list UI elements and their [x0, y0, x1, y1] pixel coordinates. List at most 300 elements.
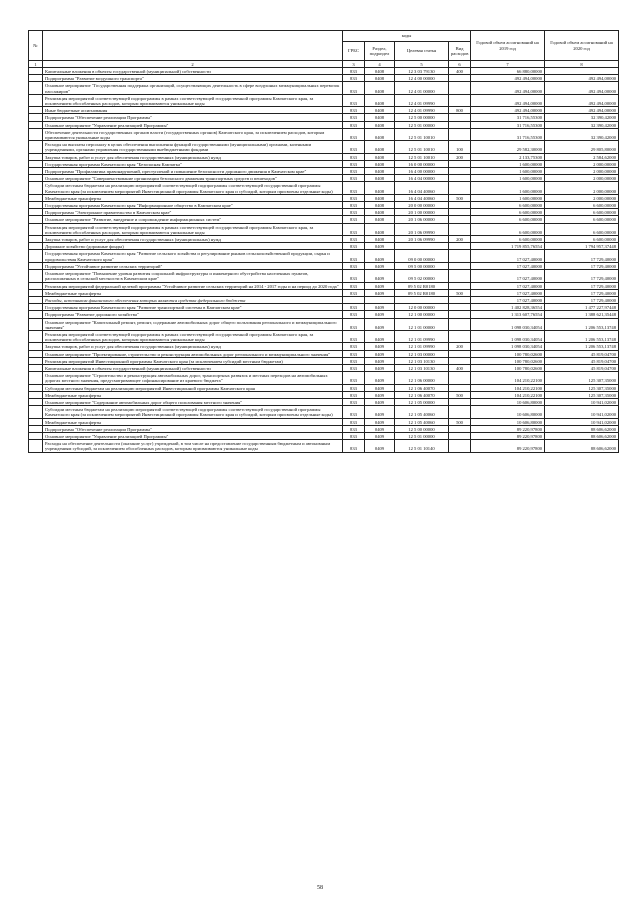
vr-cell: 100 — [449, 141, 471, 153]
row-name-cell: Субсидии местным бюджетам на реализацию мероприятий соответствующей подпрограммы соответствующей государственной программы Камчатского края (за исключением мероприятий Инвестиционной программы Камчатского края и субсидий, которым присвоены отдельные коды) — [43, 182, 343, 194]
amount-2019-cell: 6 600,00000 — [471, 209, 545, 216]
row-number-cell — [29, 398, 43, 405]
table-row — [29, 296, 619, 303]
amount-2019-cell: 17 027,40000 — [471, 282, 545, 289]
row-name-cell: Подпрограмма "Устойчивое развитие сельских территорий" — [43, 262, 343, 269]
razdel-cell: 0408 — [365, 209, 395, 216]
amount-2019-cell: 17 027,40000 — [471, 289, 545, 296]
csr-cell: 12 1 01 09990 — [395, 330, 449, 342]
vr-cell — [449, 406, 471, 418]
row-name-cell: Подпрограмма "Профилактика правонарушений, преступлений и повышение безопасности дорожного движения в Камчатском крае" — [43, 168, 343, 175]
grbs-cell: 833 — [343, 194, 365, 201]
row-name-cell: Реализация мероприятий Инвестиционной программы Камчатского края (за исключением субсидий местным бюджетам) — [43, 357, 343, 364]
vr-cell — [449, 384, 471, 391]
grbs-cell: 833 — [343, 406, 365, 418]
header-vol-2020: Годовой объем ассигнований на 2020 год — [545, 31, 619, 61]
table-row — [29, 406, 619, 418]
razdel-cell: 0408 — [365, 182, 395, 194]
vr-cell — [449, 250, 471, 262]
amount-2020-cell: 17 729,40000 — [545, 289, 619, 296]
row-name-cell: Основное мероприятие "Управление реализацией Программы" — [43, 121, 343, 128]
csr-cell: 12 5 01 00000 — [395, 432, 449, 439]
table-row — [29, 182, 619, 194]
csr-cell: 12 1 05 00000 — [395, 398, 449, 405]
amount-2020-cell: 17 729,40000 — [545, 262, 619, 269]
row-number-cell — [29, 262, 43, 269]
amount-2020-cell — [545, 68, 619, 75]
amount-2019-cell: 100 780,02600 — [471, 357, 545, 364]
csr-cell: 12 1 05 40060 — [395, 406, 449, 418]
grbs-cell: 833 — [343, 440, 365, 452]
vr-cell — [449, 432, 471, 439]
vr-cell: 200 — [449, 343, 471, 350]
grbs-cell: 833 — [343, 391, 365, 398]
vr-cell — [449, 425, 471, 432]
vr-cell — [449, 318, 471, 330]
row-name-cell: Реализация мероприятий федеральной целевой программы "Устойчивое развитие сельских территорий на 2014 - 2017 годы и на период до 2020 года" — [43, 282, 343, 289]
amount-2019-cell: 1 098 030,34054 — [471, 330, 545, 342]
row-name-cell: Закупка товаров, работ и услуг для обеспечения государственных (муниципальных) нужд — [43, 236, 343, 243]
table-row — [29, 194, 619, 201]
grbs-cell: 833 — [343, 175, 365, 182]
row-number-cell — [29, 418, 43, 425]
amount-2019-cell: 89 220,97800 — [471, 425, 545, 432]
amount-2020-cell: 88 606,62000 — [545, 432, 619, 439]
row-number-cell — [29, 160, 43, 167]
grbs-cell: 833 — [343, 343, 365, 350]
row-number-cell — [29, 82, 43, 94]
header-csr: Целевая статья — [395, 42, 449, 61]
table-row — [29, 357, 619, 364]
razdel-cell: 0409 — [365, 398, 395, 405]
csr-cell: 12 5 00 00000 — [395, 425, 449, 432]
grbs-cell: 833 — [343, 128, 365, 140]
amount-2019-cell: 100 780,02600 — [471, 364, 545, 371]
row-name-cell: Государственная программа Камчатского края "Развитие транспортной системы в Камчатском крае" — [43, 304, 343, 311]
row-name-cell: Основное мероприятие "Развитие, внедрение и сопровождение информационных систем" — [43, 216, 343, 223]
table-row — [29, 425, 619, 432]
table-row — [29, 418, 619, 425]
row-name-cell: Обеспечение деятельности государственных органов власти (государственных органов) Камчатского края, за исключением расходов, которым присваиваются уникальные коды — [43, 128, 343, 140]
row-number-cell — [29, 107, 43, 114]
table-row — [29, 343, 619, 350]
row-number-cell — [29, 330, 43, 342]
csr-cell — [395, 296, 449, 303]
column-number-cell: 5 — [395, 61, 449, 68]
page-number: 58 — [317, 885, 323, 891]
table-row — [29, 128, 619, 140]
row-number-cell — [29, 311, 43, 318]
amount-2020-cell: 10 941,02000 — [545, 418, 619, 425]
grbs-cell: 833 — [343, 304, 365, 311]
vr-cell — [449, 202, 471, 209]
razdel-cell: 0408 — [365, 128, 395, 140]
amount-2020-cell: 2 000,00000 — [545, 160, 619, 167]
razdel-cell: 0409 — [365, 311, 395, 318]
row-number-cell — [29, 357, 43, 364]
amount-2020-cell: 125 307,35000 — [545, 372, 619, 384]
razdel-cell: 0409 — [365, 304, 395, 311]
grbs-cell: 833 — [343, 160, 365, 167]
amount-2019-cell: 1 402 828,36554 — [471, 304, 545, 311]
amount-2019-cell: 10 606,80000 — [471, 418, 545, 425]
row-number-cell — [29, 202, 43, 209]
grbs-cell — [343, 296, 365, 303]
amount-2019-cell: 31 716,55300 — [471, 114, 545, 121]
row-number-cell — [29, 318, 43, 330]
csr-cell: 16 0 00 00000 — [395, 160, 449, 167]
table-row — [29, 243, 619, 250]
csr-cell: 12 1 03 00000 — [395, 350, 449, 357]
vr-cell — [449, 223, 471, 235]
header-razdel: Раздел, подраздел — [365, 42, 395, 61]
vr-cell — [449, 270, 471, 282]
amount-2020-cell: 6 600,00000 — [545, 236, 619, 243]
vr-cell — [449, 94, 471, 106]
razdel-cell: 0409 — [365, 250, 395, 262]
vr-cell — [449, 304, 471, 311]
row-number-cell — [29, 296, 43, 303]
amount-2019-cell: 104 210,22100 — [471, 384, 545, 391]
row-name-cell: Основное мероприятие "Проектирование, строительство и реконструкция автомобильных дорог регионального и межмуниципального значения" — [43, 350, 343, 357]
amount-2019-cell: 492 494,00000 — [471, 75, 545, 82]
row-number-cell — [29, 406, 43, 418]
amount-2020-cell: 1 206 553,13748 — [545, 318, 619, 330]
amount-2019-cell: 10 606,80000 — [471, 406, 545, 418]
csr-cell: 12 1 01 00000 — [395, 318, 449, 330]
grbs-cell: 833 — [343, 432, 365, 439]
table-row — [29, 318, 619, 330]
row-number-cell — [29, 289, 43, 296]
csr-cell: 09 5 00 00000 — [395, 262, 449, 269]
amount-2019-cell: 89 220,97800 — [471, 432, 545, 439]
grbs-cell: 833 — [343, 216, 365, 223]
amount-2020-cell: 45 819,04700 — [545, 350, 619, 357]
grbs-cell: 833 — [343, 250, 365, 262]
table-row — [29, 209, 619, 216]
row-name-cell: Межбюджетные трансферты — [43, 289, 343, 296]
table-row — [29, 384, 619, 391]
grbs-cell: 833 — [343, 350, 365, 357]
amount-2020-cell: 492 494,00000 — [545, 75, 619, 82]
grbs-cell: 833 — [343, 82, 365, 94]
header-name — [43, 31, 343, 61]
csr-cell: 16 4 04 40060 — [395, 194, 449, 201]
table-row — [29, 82, 619, 94]
csr-cell: 12 1 00 00000 — [395, 311, 449, 318]
row-number-cell — [29, 425, 43, 432]
amount-2020-cell: 1 388 621,35448 — [545, 311, 619, 318]
row-number-cell — [29, 68, 43, 75]
row-name-cell: Государственная программа Камчатского края "Информационное общество в Камчатском крае" — [43, 202, 343, 209]
amount-2020-cell: 2 000,00000 — [545, 194, 619, 201]
amount-2019-cell: 66 880,00000 — [471, 68, 545, 75]
row-name-cell: Подпрограмма "Развитие воздушного транспорта" — [43, 75, 343, 82]
csr-cell: 12 0 00 00000 — [395, 304, 449, 311]
table-row — [29, 160, 619, 167]
amount-2020-cell: 125 307,35000 — [545, 391, 619, 398]
row-number-cell — [29, 209, 43, 216]
table-row — [29, 282, 619, 289]
row-name-cell: Основное мероприятие "Строительство и реконструкция автомобильных дорог, транспортных развязок и местных переходов на автомобильных дорогах местного значения, предусматривающее софинансирование из краевого бюджета" — [43, 372, 343, 384]
table-row — [29, 216, 619, 223]
razdel-cell: 0409 — [365, 318, 395, 330]
row-number-cell — [29, 282, 43, 289]
csr-cell: 12 5 00 00000 — [395, 114, 449, 121]
vr-cell — [449, 350, 471, 357]
csr-cell: 16 4 04 00000 — [395, 175, 449, 182]
amount-2019-cell: 492 494,00000 — [471, 94, 545, 106]
amount-2020-cell: 492 494,00000 — [545, 94, 619, 106]
amount-2020-cell: 1 206 553,13748 — [545, 330, 619, 342]
table-row — [29, 121, 619, 128]
razdel-cell: 0409 — [365, 262, 395, 269]
vr-cell — [449, 440, 471, 452]
csr-cell: 12 4 01 09990 — [395, 94, 449, 106]
amount-2020-cell: 1 794 957,37448 — [545, 243, 619, 250]
table-row — [29, 350, 619, 357]
amount-2019-cell: 492 494,00000 — [471, 107, 545, 114]
razdel-cell: 0408 — [365, 236, 395, 243]
grbs-cell: 833 — [343, 202, 365, 209]
amount-2020-cell: 17 729,40000 — [545, 270, 619, 282]
row-name-cell: Подпрограмма "Электронное правительство в Камчатском крае" — [43, 209, 343, 216]
amount-2020-cell: 17 729,40000 — [545, 282, 619, 289]
grbs-cell: 833 — [343, 209, 365, 216]
row-number-cell — [29, 432, 43, 439]
amount-2019-cell: 1 600,00000 — [471, 168, 545, 175]
column-number-cell: 7 — [471, 61, 545, 68]
amount-2019-cell: 1 313 607,76554 — [471, 311, 545, 318]
table-row — [29, 94, 619, 106]
csr-cell: 12 5 01 10010 — [395, 153, 449, 160]
amount-2019-cell: 1 098 030,34054 — [471, 343, 545, 350]
row-number-cell — [29, 304, 43, 311]
amount-2019-cell: 6 600,00000 — [471, 236, 545, 243]
razdel-cell: 0409 — [365, 418, 395, 425]
amount-2020-cell: 2 000,00000 — [545, 168, 619, 175]
razdel-cell: 0408 — [365, 68, 395, 75]
vr-cell: 500 — [449, 194, 471, 201]
table-body — [29, 68, 619, 453]
table-row — [29, 311, 619, 318]
razdel-cell: 0408 — [365, 202, 395, 209]
csr-cell: 20 0 00 00000 — [395, 202, 449, 209]
row-number-cell — [29, 364, 43, 371]
razdel-cell: 0409 — [365, 289, 395, 296]
csr-cell: 12 1 03 10130 — [395, 357, 449, 364]
row-number-cell — [29, 350, 43, 357]
row-name-cell: Межбюджетные трансферты — [43, 194, 343, 201]
razdel-cell: 0409 — [365, 343, 395, 350]
amount-2020-cell: 125 307,35000 — [545, 384, 619, 391]
amount-2020-cell: 32 390,42000 — [545, 121, 619, 128]
csr-cell: 12 4 00 00000 — [395, 75, 449, 82]
grbs-cell: 833 — [343, 68, 365, 75]
grbs-cell: 833 — [343, 243, 365, 250]
row-number-cell — [29, 250, 43, 262]
amount-2019-cell: 6 600,00000 — [471, 202, 545, 209]
vr-cell — [449, 182, 471, 194]
razdel-cell: 0408 — [365, 216, 395, 223]
table-row — [29, 68, 619, 75]
amount-2019-cell: 17 027,40000 — [471, 262, 545, 269]
razdel-cell: 0409 — [365, 270, 395, 282]
amount-2019-cell: 29 582,30000 — [471, 141, 545, 153]
row-number-cell — [29, 216, 43, 223]
amount-2019-cell: 1 600,00000 — [471, 160, 545, 167]
razdel-cell: 0409 — [365, 350, 395, 357]
amount-2020-cell: 17 729,40000 — [545, 250, 619, 262]
table-row — [29, 202, 619, 209]
csr-cell: 12 1 06 40070 — [395, 384, 449, 391]
amount-2019-cell: 1 600,00000 — [471, 175, 545, 182]
row-name-cell: Государственная программа Камчатского края "Безопасная Камчатка" — [43, 160, 343, 167]
amount-2020-cell: 10 941,02000 — [545, 398, 619, 405]
amount-2020-cell: 492 494,00000 — [545, 82, 619, 94]
row-number-cell — [29, 236, 43, 243]
vr-cell — [449, 216, 471, 223]
table-row — [29, 168, 619, 175]
vr-cell: 800 — [449, 107, 471, 114]
amount-2020-cell: 45 819,04700 — [545, 364, 619, 371]
amount-2020-cell: 1 206 553,13748 — [545, 343, 619, 350]
vr-cell — [449, 282, 471, 289]
table-row — [29, 107, 619, 114]
csr-cell: 12 3 03 79130 — [395, 68, 449, 75]
table-row — [29, 391, 619, 398]
row-number-cell — [29, 128, 43, 140]
razdel-cell: 0408 — [365, 168, 395, 175]
razdel-cell: 0409 — [365, 372, 395, 384]
table-row — [29, 175, 619, 182]
grbs-cell: 833 — [343, 75, 365, 82]
row-number-cell — [29, 440, 43, 452]
amount-2020-cell: 2 000,00000 — [545, 175, 619, 182]
table-row — [29, 223, 619, 235]
csr-cell: 12 5 01 00000 — [395, 121, 449, 128]
table-row — [29, 141, 619, 153]
amount-2019-cell: 6 600,00000 — [471, 223, 545, 235]
grbs-cell: 833 — [343, 364, 365, 371]
vr-cell: 500 — [449, 391, 471, 398]
budget-sheet — [28, 30, 618, 453]
row-name-cell: Основное мероприятие "Капитальный ремонт, ремонт, содержание автомобильных дорог общего пользования регионального и межмуниципального значения" — [43, 318, 343, 330]
razdel-cell — [365, 296, 395, 303]
row-name-cell: Закупка товаров, работ и услуг для обеспечения государственных (муниципальных) нужд — [43, 153, 343, 160]
row-name-cell: Расходы на обеспечение деятельности (оказание услуг) учреждений, в том числе на предоставление государственным бюджетным и автономным учреждениям субсидий, за исключением обособленных расходов, которым присваиваются уникальные коды — [43, 440, 343, 452]
razdel-cell: 0409 — [365, 330, 395, 342]
column-number-cell: 4 — [365, 61, 395, 68]
csr-cell: 12 1 06 40070 — [395, 391, 449, 398]
amount-2020-cell: 45 819,04700 — [545, 357, 619, 364]
vr-cell — [449, 168, 471, 175]
amount-2019-cell: 2 133,75300 — [471, 153, 545, 160]
csr-cell — [395, 243, 449, 250]
table-row — [29, 270, 619, 282]
vr-cell — [449, 398, 471, 405]
vr-cell — [449, 160, 471, 167]
row-name-cell: Закупка товаров, работ и услуг для обеспечения государственных (муниципальных) нужд — [43, 343, 343, 350]
row-name-cell: Капитальные вложения в объекты государственной (муниципальной) собственности — [43, 364, 343, 371]
amount-2020-cell: 6 600,00000 — [545, 209, 619, 216]
header-vol-2019: Годовой объем ассигнований на 2019 год — [471, 31, 545, 61]
grbs-cell: 833 — [343, 357, 365, 364]
vr-cell: 400 — [449, 364, 471, 371]
csr-cell: 12 1 01 09990 — [395, 343, 449, 350]
grbs-cell: 833 — [343, 270, 365, 282]
csr-cell: 09 5 02 R0180 — [395, 289, 449, 296]
csr-cell: 12 1 03 10130 — [395, 364, 449, 371]
amount-2019-cell: 104 210,22100 — [471, 372, 545, 384]
grbs-cell: 833 — [343, 153, 365, 160]
vr-cell: 200 — [449, 236, 471, 243]
grbs-cell: 833 — [343, 94, 365, 106]
csr-cell: 20 1 06 09990 — [395, 223, 449, 235]
table-row — [29, 304, 619, 311]
razdel-cell: 0408 — [365, 82, 395, 94]
amount-2019-cell: 104 210,22100 — [471, 391, 545, 398]
table-row — [29, 432, 619, 439]
csr-cell: 20 1 06 09990 — [395, 236, 449, 243]
grbs-cell: 833 — [343, 236, 365, 243]
row-name-cell: Реализация мероприятий соответствующей подпрограммы в рамках соответствующей государственной программы Камчатского края, за исключением обособленных расходов, которым присваиваются уникальные коды — [43, 223, 343, 235]
row-name-cell: Подпрограмма "Обеспечение реализации Программы" — [43, 425, 343, 432]
row-name-cell: Расходы на выплаты персоналу в целях обеспечения выполнения функций государственными (муниципальными) органами, казенными учреждениями, органами управления государственными внебюджетными фондами — [43, 141, 343, 153]
row-name-cell: Основное мероприятие "Совершенствование организации безопасного движения транспортных средств и пешеходов" — [43, 175, 343, 182]
amount-2020-cell: 88 606,62000 — [545, 440, 619, 452]
razdel-cell: 0408 — [365, 75, 395, 82]
grbs-cell: 833 — [343, 384, 365, 391]
grbs-cell: 833 — [343, 398, 365, 405]
csr-cell: 20 1 06 00000 — [395, 216, 449, 223]
row-number-cell — [29, 223, 43, 235]
table-row — [29, 330, 619, 342]
csr-cell: 09 0 00 00000 — [395, 250, 449, 262]
amount-2019-cell: 17 027,40000 — [471, 250, 545, 262]
amount-2020-cell: 1 477 227,97448 — [545, 304, 619, 311]
row-number-cell — [29, 175, 43, 182]
csr-cell: 16 4 00 00000 — [395, 168, 449, 175]
row-number-cell — [29, 75, 43, 82]
amount-2019-cell: 1 600,00000 — [471, 182, 545, 194]
csr-cell: 12 5 01 10010 — [395, 128, 449, 140]
row-name-cell: Реализация мероприятий соответствующей подпрограммы в рамках соответствующей государственной программы Камчатского края, за исключением обособленных расходов, которым присваиваются уникальные коды — [43, 330, 343, 342]
razdel-cell: 0408 — [365, 160, 395, 167]
amount-2019-cell: 31 716,55300 — [471, 121, 545, 128]
razdel-cell: 0409 — [365, 425, 395, 432]
grbs-cell: 833 — [343, 372, 365, 384]
razdel-cell: 0409 — [365, 391, 395, 398]
row-name-cell: Подпрограмма "Развитие дорожного хозяйства" — [43, 311, 343, 318]
amount-2019-cell: 17 027,40000 — [471, 296, 545, 303]
table-row — [29, 75, 619, 82]
razdel-cell: 0409 — [365, 357, 395, 364]
csr-cell: 12 1 06 00000 — [395, 372, 449, 384]
table-row — [29, 114, 619, 121]
grbs-cell: 833 — [343, 141, 365, 153]
grbs-cell: 833 — [343, 168, 365, 175]
amount-2020-cell: 492 494,00000 — [545, 107, 619, 114]
amount-2019-cell: 1 600,00000 — [471, 194, 545, 201]
column-numbers-row — [29, 61, 619, 68]
amount-2019-cell: 17 027,40000 — [471, 270, 545, 282]
row-name-cell: Межбюджетные трансферты — [43, 418, 343, 425]
table-row — [29, 398, 619, 405]
csr-cell: 16 4 04 40060 — [395, 182, 449, 194]
amount-2020-cell: 32 390,42000 — [545, 128, 619, 140]
vr-cell: 500 — [449, 289, 471, 296]
